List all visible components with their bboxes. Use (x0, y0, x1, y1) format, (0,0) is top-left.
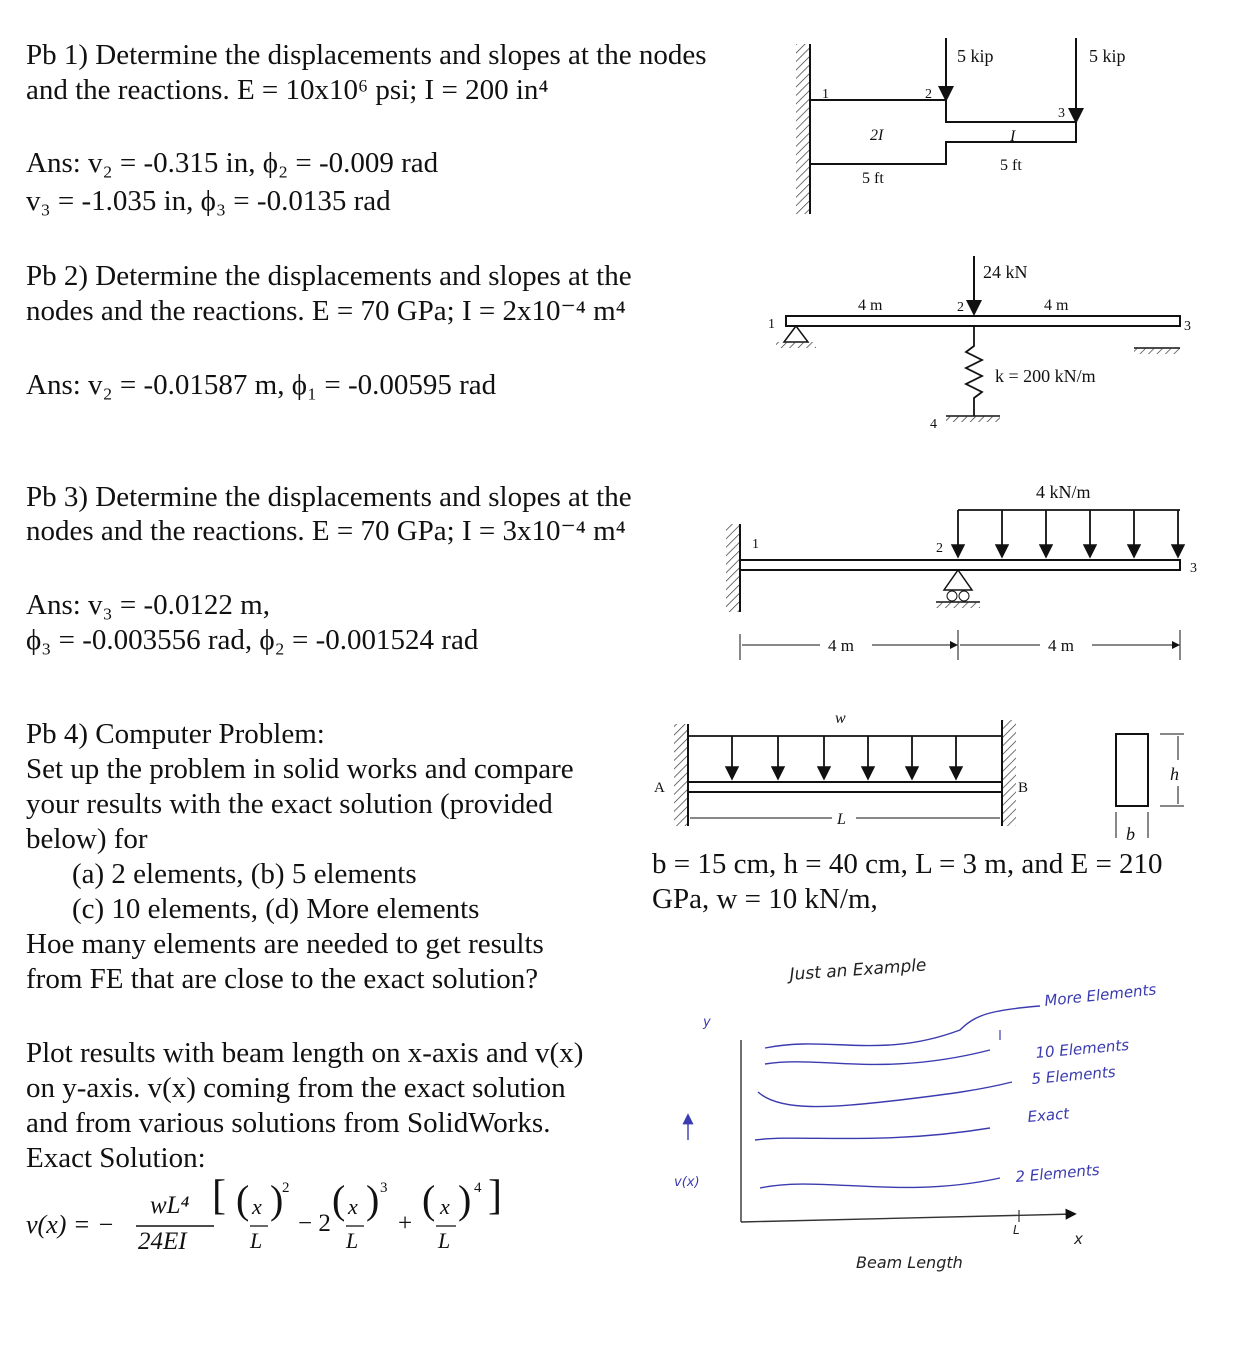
pb1-title-line1: Pb 1) Determine the displacements and slopes at the nodes (26, 39, 707, 71)
beam (740, 560, 1180, 570)
wall-support-B (1002, 720, 1016, 826)
node-label: 1 (752, 537, 759, 552)
node-label: 2 (936, 541, 943, 556)
sketch-L-label: L (1013, 1223, 1020, 1237)
wall-support (726, 524, 740, 612)
pb3-title-line1: Pb 3) Determine the displacements and slopes at the (26, 481, 632, 513)
pb3-title-line2: nodes and the reactions. E = 70 GPa; I = 3x10⁻⁴ m⁴ (26, 515, 626, 547)
sketch-label-5: 5 Elements (1030, 1062, 1117, 1088)
pb3-figure (726, 482, 1197, 660)
length-label: 4 m (1048, 636, 1074, 655)
eq-x3: x (440, 1194, 450, 1219)
paren: ) (458, 1177, 472, 1222)
eq-power3: 3 (380, 1180, 388, 1196)
eq-plus: + (398, 1210, 413, 1237)
load-label: 4 kN/m (1036, 482, 1091, 502)
load-label: 5 kip (1089, 46, 1126, 66)
node-label: 1 (822, 87, 829, 102)
load-label: w (835, 710, 846, 727)
sketch-title: Just an Example (788, 955, 928, 985)
eq-denominator: 24EI (138, 1228, 187, 1255)
plot-line: and from various solutions from SolidWorks. (26, 1107, 551, 1139)
sketch-vx-label: v(x) (674, 1175, 700, 1190)
pb4-option: (a) 2 elements, (b) 5 elements (72, 858, 417, 890)
bracket-left: [ (212, 1173, 226, 1219)
eq-numerator: wL⁴ (150, 1192, 190, 1219)
beam (786, 316, 1180, 326)
pb4-question: Hoe many elements are needed to get results (26, 928, 544, 960)
length-label: 5 ft (1000, 157, 1022, 174)
pb4-option: (c) 10 elements, (d) More elements (72, 893, 480, 925)
pb2-title-line2: nodes and the reactions. E = 70 GPa; I = 2x10⁻⁴ m⁴ (26, 295, 626, 327)
pb1-answer-line1: Ans: v₂ = -0.315 in, ϕ₂ = -0.009 rad (26, 147, 439, 179)
paren: ( (236, 1177, 250, 1222)
sketch-xlabel: Beam Length (856, 1253, 963, 1272)
sketch-x-label: x (1074, 1230, 1083, 1248)
wall-support-A (674, 724, 688, 826)
plot-line: Plot results with beam length on x-axis and v(x) (26, 1037, 584, 1069)
paren: ) (270, 1177, 284, 1222)
pb1-figure (796, 38, 1126, 214)
length-label: L (837, 811, 846, 828)
eq-x2: x (348, 1194, 358, 1219)
node-label: 3 (1190, 561, 1197, 576)
sketch-x-axis (741, 1214, 1074, 1222)
pb2-title-line1: Pb 2) Determine the displacements and slopes at the (26, 260, 632, 292)
roller-support (944, 570, 972, 590)
pb4-params-line2: GPa, w = 10 kN/m, (652, 883, 878, 915)
support-label: A (654, 780, 665, 796)
pb1-title-line2: and the reactions. E = 10x10⁶ psi; I = 200 in⁴ (26, 74, 549, 106)
eq-L3: L (438, 1228, 451, 1253)
beam (688, 782, 1002, 792)
pb2-figure (768, 256, 1191, 432)
pb3-answer-line1: Ans: v₃ = -0.0122 m, (26, 589, 270, 621)
spring (966, 326, 982, 416)
wall-support (796, 44, 810, 214)
eq-minus2: − 2 (298, 1210, 331, 1237)
paren: ( (422, 1177, 436, 1222)
sketch-label-2: 2 Elements (1014, 1160, 1101, 1186)
node-label: 3 (1058, 106, 1065, 121)
sketch-label-exact: Exact (1026, 1104, 1070, 1126)
pb4-line: below) for (26, 823, 148, 855)
stepped-beam (810, 100, 1076, 164)
height-label: h (1170, 764, 1179, 784)
bracket-right: ] (488, 1173, 502, 1219)
load-label: 5 kip (957, 46, 994, 66)
node-label: 2 (957, 300, 964, 315)
eq-x1: x (252, 1194, 262, 1219)
handdrawn-sketch (674, 955, 1157, 1272)
pb4-figure (654, 710, 1184, 844)
eq-power2: 2 (282, 1180, 290, 1196)
sketch-ylabel: y (703, 1015, 711, 1030)
cross-section (1116, 734, 1148, 806)
eq-L1: L (250, 1228, 263, 1253)
plot-line: on y-axis. v(x) coming from the exact solution (26, 1072, 566, 1104)
paren: ) (366, 1177, 380, 1222)
node-label: 4 (930, 417, 937, 432)
paren: ( (332, 1177, 346, 1222)
inertia-label: 2I (870, 127, 884, 144)
sketch-label-more: More Elements (1043, 980, 1158, 1010)
eq-lhs: v(x) = − (26, 1210, 115, 1239)
plot-line: Exact Solution: (26, 1142, 206, 1174)
length-label: 4 m (858, 297, 883, 314)
pb4-line: your results with the exact solution (provided (26, 788, 553, 820)
pb4-line: Pb 4) Computer Problem: (26, 718, 325, 750)
length-label: 4 m (828, 636, 854, 655)
pb2-answer-line1: Ans: v₂ = -0.01587 m, ϕ₁ = -0.00595 rad (26, 369, 497, 401)
node-label: 1 (768, 317, 775, 332)
pb4-params-line1: b = 15 cm, h = 40 cm, L = 3 m, and E = 210 (652, 848, 1163, 880)
pb1-answer-line2: v₃ = -1.035 in, ϕ₃ = -0.0135 rad (26, 185, 391, 217)
pb3-answer-line2: ϕ₃ = -0.003556 rad, ϕ₂ = -0.001524 rad (26, 624, 479, 656)
eq-L2: L (346, 1228, 359, 1253)
width-label: b (1126, 824, 1135, 844)
pb4-line: Set up the problem in solid works and compare (26, 753, 574, 785)
sketch-label-10: 10 Elements (1034, 1035, 1130, 1062)
node-label: 2 (925, 87, 932, 102)
pin-support (784, 326, 808, 342)
length-label: 4 m (1044, 297, 1069, 314)
support-label: B (1018, 780, 1029, 796)
pb4-question: from FE that are close to the exact solution? (26, 963, 539, 995)
inertia-label: I (1010, 128, 1016, 145)
eq-power4: 4 (474, 1180, 482, 1196)
load-label: 24 kN (983, 262, 1028, 282)
spring-label: k = 200 kN/m (995, 366, 1096, 386)
length-label: 5 ft (862, 170, 884, 187)
node-label: 3 (1184, 319, 1191, 334)
